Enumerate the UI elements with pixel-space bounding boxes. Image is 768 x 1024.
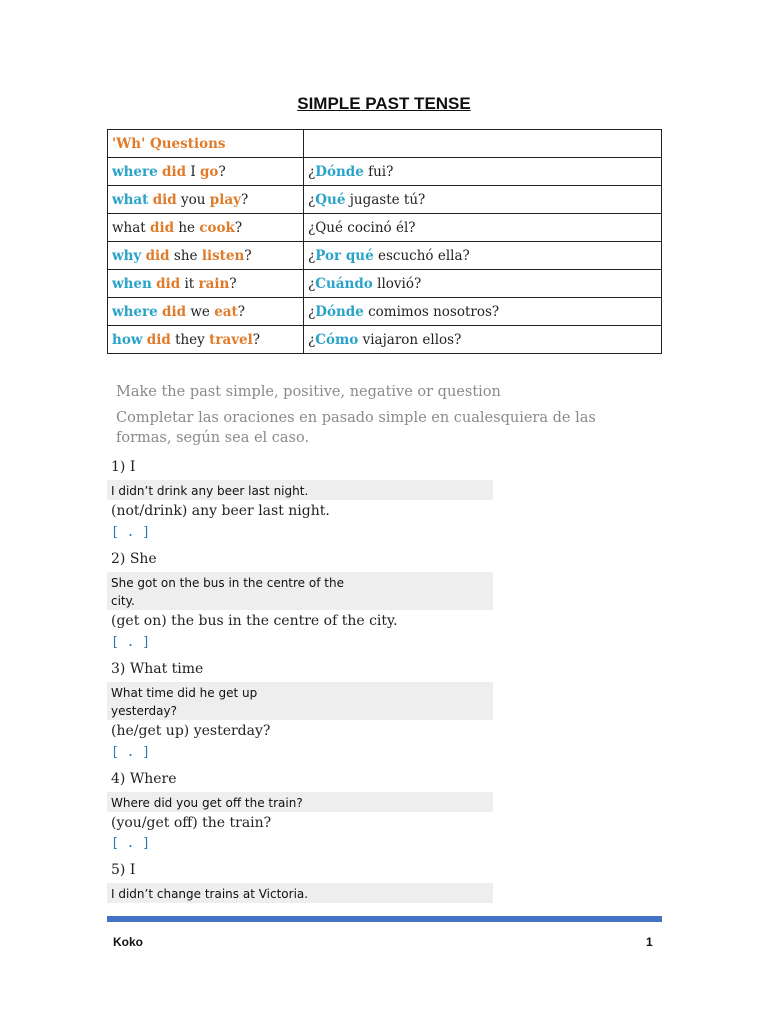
english-question: [108, 158, 304, 186]
question-mark: ?: [234, 219, 243, 236]
question-mark: ?: [218, 163, 226, 180]
answer-blank[interactable]: [ . ]: [111, 836, 151, 851]
subject: they: [175, 331, 205, 348]
table-header-row: [108, 130, 662, 158]
spanish-question: ¿Dónde comimos nosotros?: [304, 298, 662, 326]
answer-blank[interactable]: [ . ]: [111, 525, 151, 540]
english-question: [108, 326, 304, 354]
footer-divider: [107, 916, 662, 922]
table-row: [108, 186, 662, 214]
verb: play: [209, 191, 241, 208]
spanish-wh: Dónde: [315, 303, 364, 320]
verb: travel: [209, 331, 253, 348]
question-mark: ?: [237, 303, 246, 320]
exercise-prompt: (you/get off) the train?: [111, 815, 272, 831]
subject: I: [190, 163, 196, 180]
answer-field[interactable]: Where did you get off the train?: [107, 792, 493, 812]
english-question: [108, 242, 304, 270]
instruction-spanish: Completar las oraciones en pasado simple en cualesquiera de las formas, según sea el caso.: [116, 410, 596, 446]
wh-word: why: [112, 247, 142, 264]
spanish-wh: Dónde: [315, 163, 364, 180]
english-question: [108, 270, 304, 298]
spanish-wh: Por qué: [315, 247, 374, 264]
question-mark: ?: [252, 331, 261, 348]
spanish-wh: Cómo: [315, 331, 359, 348]
question-mark: ?: [240, 191, 249, 208]
answer-field[interactable]: She got on the bus in the centre of the city.: [107, 572, 493, 610]
verb: rain: [198, 275, 230, 292]
subject: he: [178, 219, 196, 236]
did-word: did: [146, 331, 171, 348]
verb: cook: [199, 219, 235, 236]
subject: she: [173, 247, 198, 264]
page-title: SIMPLE PAST TENSE: [297, 94, 471, 113]
spanish-question: ¿Cómo viajaron ellos?: [304, 326, 662, 354]
subject: you: [181, 191, 206, 208]
answer-blank[interactable]: [ . ]: [111, 745, 151, 760]
exercise-number: 1) I: [111, 459, 136, 475]
table-row: [108, 326, 662, 354]
exercise-number: 3) What time: [111, 661, 204, 677]
table-row: [108, 242, 662, 270]
answer-field[interactable]: I didn’t drink any beer last night.: [107, 480, 493, 500]
did-word: did: [156, 275, 181, 292]
exercise-number: 2) She: [111, 551, 157, 567]
question-mark: ?: [229, 275, 237, 292]
did-word: did: [150, 219, 175, 236]
verb: listen: [201, 247, 245, 264]
table-row: [108, 270, 662, 298]
wh-word: when: [112, 275, 152, 292]
table-row: [108, 298, 662, 326]
answer-field[interactable]: What time did he get up yesterday?: [107, 682, 493, 720]
wh-word: how: [112, 331, 143, 348]
subject: it: [184, 275, 195, 292]
verb: go: [199, 163, 219, 180]
spanish-question: ¿Qué jugaste tú?: [304, 186, 662, 214]
english-question: [108, 186, 304, 214]
wh-word: what: [112, 219, 146, 236]
page-number: 1: [646, 935, 653, 949]
wh-questions-table: [107, 129, 662, 354]
exercise-prompt: (he/get up) yesterday?: [111, 723, 271, 739]
table-header-cell: 'Wh' Questions: [108, 130, 304, 158]
spanish-wh: Qué: [315, 191, 346, 208]
exercise-number: 4) Where: [111, 771, 177, 787]
spanish-question: ¿Cuándo llovió?: [304, 270, 662, 298]
footer-author: Koko: [113, 935, 143, 949]
subject: we: [190, 303, 210, 320]
spanish-question: ¿Por qué escuchó ella?: [304, 242, 662, 270]
table-row: [108, 214, 662, 242]
wh-word: what: [112, 191, 149, 208]
table-row: [108, 158, 662, 186]
english-question: [108, 298, 304, 326]
did-word: did: [162, 163, 187, 180]
answer-field[interactable]: I didn’t change trains at Victoria.: [107, 883, 493, 903]
table-header-empty-cell: [304, 130, 662, 158]
did-word: did: [162, 303, 187, 320]
wh-word: where: [112, 303, 158, 320]
exercise-number: 5) I: [111, 862, 136, 878]
spanish-question: ¿Dónde fui?: [304, 158, 662, 186]
spanish-wh: Cuándo: [315, 275, 373, 292]
question-mark: ?: [244, 247, 252, 264]
wh-word: where: [112, 163, 158, 180]
exercise-prompt: (get on) the bus in the centre of the city.: [111, 613, 398, 629]
english-question: [108, 214, 304, 242]
spanish-question: ¿Qué cocinó él?: [304, 214, 662, 242]
exercise-prompt: (not/drink) any beer last night.: [111, 503, 330, 519]
answer-blank[interactable]: [ . ]: [111, 635, 151, 650]
did-word: did: [145, 247, 170, 264]
instruction-english: Make the past simple, positive, negative or question: [116, 384, 501, 400]
did-word: did: [152, 191, 177, 208]
verb: eat: [214, 303, 238, 320]
